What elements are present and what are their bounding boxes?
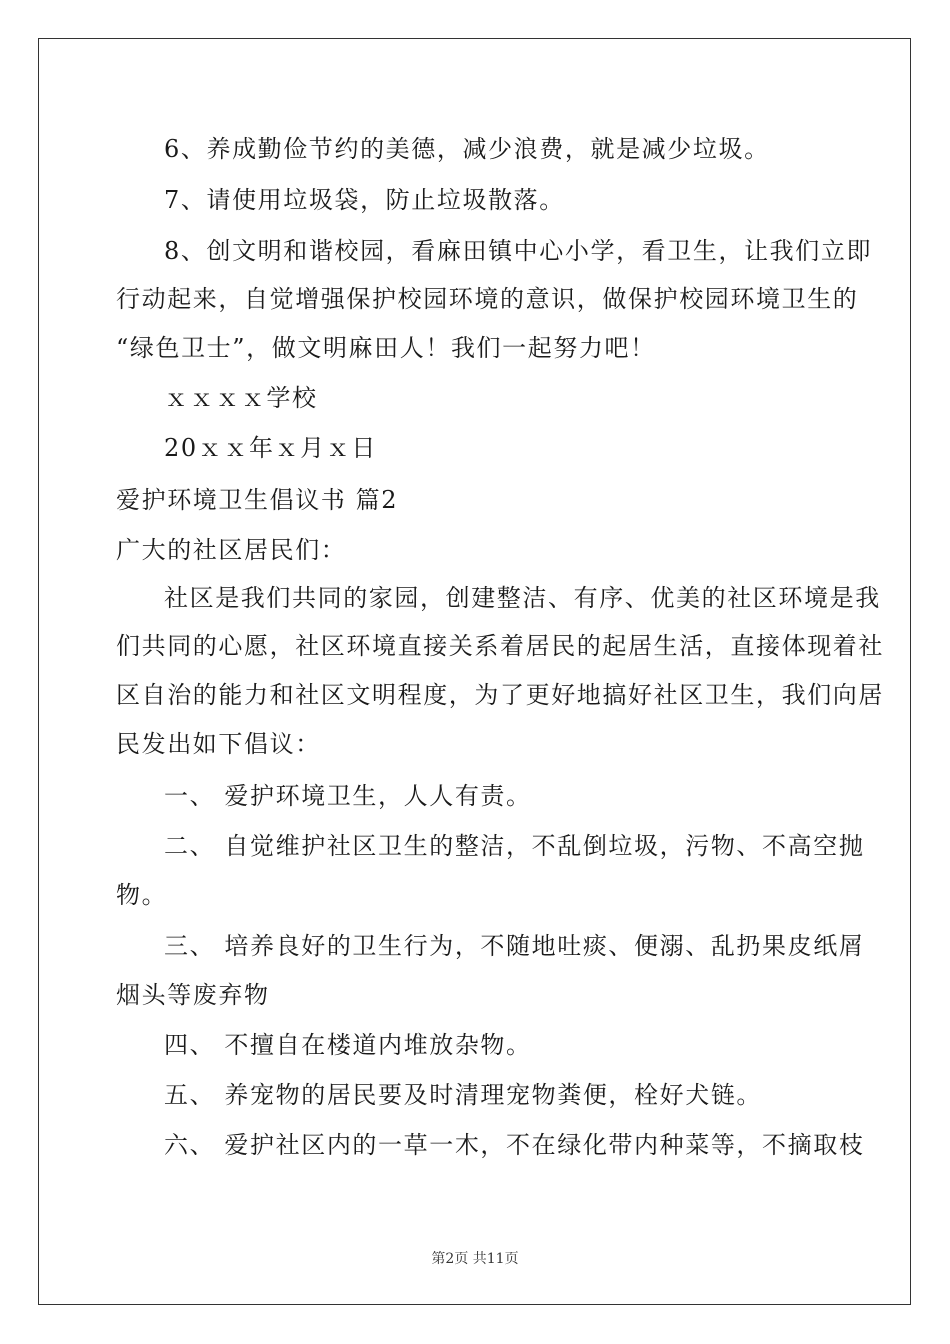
list-item: 一、 爱护环境卫生，人人有责。	[164, 782, 532, 810]
section-title: 爱护环境卫生倡议书 篇2	[116, 486, 399, 514]
text-line: 8、创文明和谐校园，看麻田镇中心小学，看卫生，让我们立即	[164, 237, 873, 265]
text-line: 物。	[116, 881, 168, 909]
page-border	[38, 38, 911, 1305]
salutation: 广大的社区居民们：	[116, 536, 347, 564]
signature-date: 20ｘｘ年ｘ月ｘ日	[164, 434, 377, 462]
list-item: 四、 不擅自在楼道内堆放杂物。	[164, 1031, 532, 1059]
text-line: 6、养成勤俭节约的美德，减少浪费，就是减少垃圾。	[164, 135, 770, 163]
text-line: “绿色卫士”，做文明麻田人！我们一起努力吧！	[116, 334, 656, 362]
text-line: 们共同的心愿，社区环境直接关系着居民的起居生活，直接体现着社	[116, 632, 884, 660]
list-item: 二、 自觉维护社区卫生的整洁，不乱倒垃圾，污物、不高空抛	[164, 832, 865, 860]
text-line: 7、请使用垃圾袋，防止垃圾散落。	[164, 186, 565, 214]
page-footer: 第2页 共11页	[431, 1251, 519, 1267]
text-line: 区自治的能力和社区文明程度，为了更好地搞好社区卫生，我们向居	[116, 681, 884, 709]
text-line: 民发出如下倡议：	[116, 730, 321, 758]
signature-school: ｘｘｘｘ学校	[164, 384, 318, 412]
list-item: 三、 培养良好的卫生行为，不随地吐痰、便溺、乱扔果皮纸屑	[164, 932, 865, 960]
list-item: 六、 爱护社区内的一草一木，不在绿化带内种菜等，不摘取枝	[164, 1131, 865, 1159]
text-line: 社区是我们共同的家园，创建整洁、有序、优美的社区环境是我	[164, 584, 881, 612]
text-line: 烟头等废弃物	[116, 981, 270, 1009]
list-item: 五、 养宠物的居民要及时清理宠物粪便，栓好犬链。	[164, 1081, 763, 1109]
text-line: 行动起来，自觉增强保护校园环境的意识，做保护校园环境卫生的	[116, 285, 859, 313]
